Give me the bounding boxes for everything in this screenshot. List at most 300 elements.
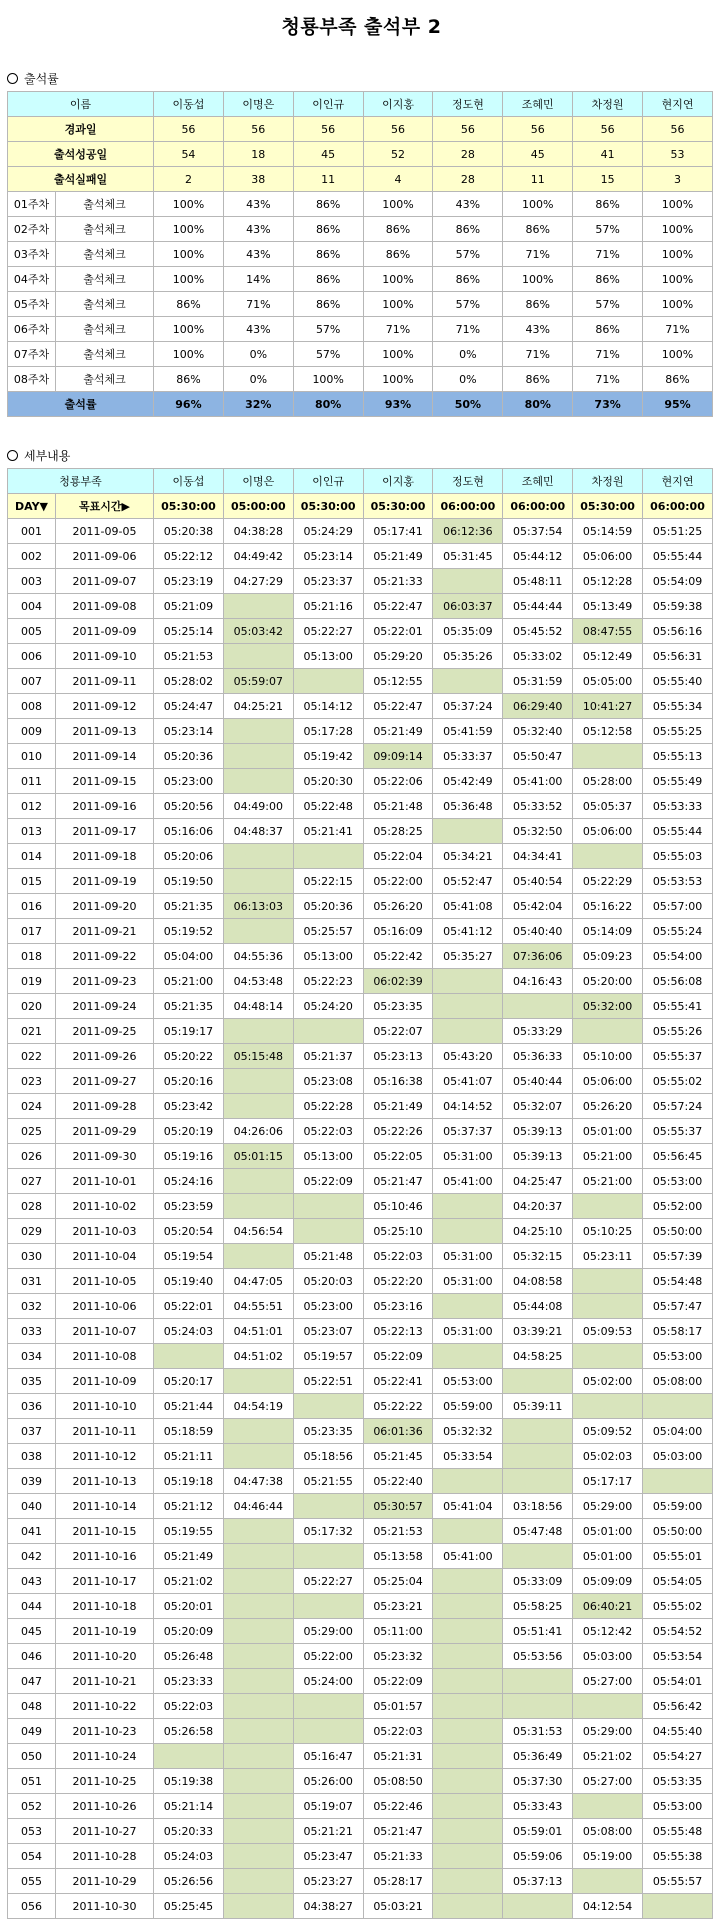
check-in-time-cell: 05:12:28	[573, 569, 643, 594]
check-in-time-cell: 05:51:25	[643, 519, 713, 544]
week-rate-cell: 71%	[433, 317, 503, 342]
check-in-time-cell: 05:21:49	[363, 1094, 433, 1119]
missed-time-cell	[643, 1469, 713, 1494]
check-in-time-cell: 04:25:10	[503, 1219, 573, 1244]
week-rate-cell: 57%	[293, 342, 363, 367]
check-in-time-cell: 05:16:47	[293, 1744, 363, 1769]
day-number-cell: 043	[8, 1569, 56, 1594]
check-in-time-cell: 05:31:45	[433, 544, 503, 569]
check-in-time-cell: 05:09:09	[573, 1569, 643, 1594]
check-in-time-cell: 05:53:00	[643, 1794, 713, 1819]
check-in-time-cell: 05:59:00	[643, 1494, 713, 1519]
summary-value-cell: 56	[223, 117, 293, 142]
check-in-time-cell: 05:47:48	[503, 1519, 573, 1544]
check-in-time-cell: 05:55:26	[643, 1019, 713, 1044]
week-row	[8, 292, 713, 317]
day-number-cell: 022	[8, 1044, 56, 1069]
day-row	[8, 1119, 713, 1144]
check-in-time-cell: 05:53:35	[643, 1769, 713, 1794]
check-in-time-cell: 05:22:01	[363, 619, 433, 644]
date-cell: 2011-10-06	[56, 1294, 154, 1319]
day-row	[8, 1794, 713, 1819]
missed-time-cell	[433, 1894, 503, 1919]
missed-time-cell: 05:03:42	[223, 619, 293, 644]
check-in-time-cell: 04:25:47	[503, 1169, 573, 1194]
check-in-time-cell: 05:26:20	[363, 894, 433, 919]
check-in-time-cell: 04:49:00	[223, 794, 293, 819]
name-header-cell: 이름	[8, 92, 154, 117]
check-in-time-cell: 05:20:19	[154, 1119, 224, 1144]
day-number-cell: 004	[8, 594, 56, 619]
date-cell: 2011-10-12	[56, 1444, 154, 1469]
summary-value-cell: 38	[223, 167, 293, 192]
tribe-header-cell: 청룡부족	[8, 469, 154, 494]
week-rate-cell: 71%	[503, 342, 573, 367]
date-cell: 2011-09-08	[56, 594, 154, 619]
check-in-time-cell: 05:21:33	[363, 569, 433, 594]
check-in-time-cell: 05:21:48	[293, 1244, 363, 1269]
missed-time-cell	[293, 1494, 363, 1519]
day-number-cell: 029	[8, 1219, 56, 1244]
check-in-time-cell: 05:24:03	[154, 1844, 224, 1869]
date-cell: 2011-10-13	[56, 1469, 154, 1494]
week-rate-cell: 0%	[433, 342, 503, 367]
target-header-cell: 목표시간▶	[56, 494, 154, 519]
check-in-time-cell: 05:08:50	[363, 1769, 433, 1794]
check-in-time-cell: 05:50:00	[643, 1519, 713, 1544]
check-in-time-cell: 05:36:49	[503, 1744, 573, 1769]
missed-time-cell	[293, 1719, 363, 1744]
missed-time-cell	[433, 819, 503, 844]
day-number-cell: 045	[8, 1619, 56, 1644]
check-in-time-cell: 05:22:23	[293, 969, 363, 994]
missed-time-cell	[293, 1394, 363, 1419]
check-in-time-cell: 05:28:00	[573, 769, 643, 794]
week-rate-cell: 100%	[154, 317, 224, 342]
check-in-time-cell: 04:38:27	[293, 1894, 363, 1919]
check-in-time-cell: 05:55:44	[643, 544, 713, 569]
check-in-time-cell: 05:23:19	[154, 569, 224, 594]
missed-time-cell	[643, 1394, 713, 1419]
check-in-time-cell: 05:33:02	[503, 644, 573, 669]
check-in-time-cell: 05:13:00	[293, 644, 363, 669]
date-cell: 2011-10-03	[56, 1219, 154, 1244]
check-in-time-cell: 05:02:00	[573, 1369, 643, 1394]
check-in-time-cell: 05:23:21	[363, 1594, 433, 1619]
check-in-time-cell: 05:21:00	[573, 1144, 643, 1169]
check-in-time-cell: 05:55:44	[643, 819, 713, 844]
check-in-time-cell: 05:04:00	[154, 944, 224, 969]
check-in-time-cell: 05:01:00	[573, 1519, 643, 1544]
check-in-time-cell: 05:55:03	[643, 844, 713, 869]
check-in-time-cell: 05:19:07	[293, 1794, 363, 1819]
check-in-time-cell: 05:22:09	[363, 1344, 433, 1369]
check-in-time-cell: 05:13:58	[363, 1544, 433, 1569]
summary-label-cell: 경과일	[8, 117, 154, 142]
check-in-time-cell: 05:41:07	[433, 1069, 503, 1094]
date-cell: 2011-10-25	[56, 1769, 154, 1794]
week-rate-cell: 71%	[573, 242, 643, 267]
attendance-rate-table	[7, 91, 713, 417]
missed-time-cell	[293, 1194, 363, 1219]
person-name-cell: 이인규	[293, 469, 363, 494]
day-row	[8, 594, 713, 619]
missed-time-cell: 06:02:39	[363, 969, 433, 994]
missed-time-cell	[433, 1019, 503, 1044]
day-number-cell: 055	[8, 1869, 56, 1894]
check-in-time-cell: 05:20:06	[154, 844, 224, 869]
check-in-time-cell: 05:21:09	[154, 594, 224, 619]
check-in-time-cell: 05:19:52	[154, 919, 224, 944]
check-in-time-cell: 05:44:44	[503, 594, 573, 619]
check-in-time-cell: 05:17:17	[573, 1469, 643, 1494]
date-cell: 2011-10-17	[56, 1569, 154, 1594]
week-rate-cell: 57%	[293, 317, 363, 342]
day-row	[8, 744, 713, 769]
check-in-time-cell: 05:27:00	[573, 1669, 643, 1694]
summary-value-cell: 11	[503, 167, 573, 192]
missed-time-cell	[573, 844, 643, 869]
section-label: 세부내용	[24, 449, 71, 463]
check-in-time-cell: 05:22:00	[363, 869, 433, 894]
check-in-time-cell: 04:55:40	[643, 1719, 713, 1744]
check-in-time-cell: 04:34:41	[503, 844, 573, 869]
week-rate-cell: 71%	[223, 292, 293, 317]
day-row	[8, 1419, 713, 1444]
week-rate-cell: 100%	[154, 242, 224, 267]
date-cell: 2011-10-26	[56, 1794, 154, 1819]
check-in-time-cell: 05:23:35	[363, 994, 433, 1019]
check-in-time-cell: 05:22:51	[293, 1369, 363, 1394]
detail-name-header-row	[8, 469, 713, 494]
check-in-time-cell: 05:56:08	[643, 969, 713, 994]
day-row	[8, 1619, 713, 1644]
check-in-time-cell: 05:20:36	[293, 894, 363, 919]
week-label-cell: 01주차	[8, 192, 56, 217]
missed-time-cell	[223, 1019, 293, 1044]
missed-time-cell: 05:15:48	[223, 1044, 293, 1069]
date-cell: 2011-10-29	[56, 1869, 154, 1894]
day-number-cell: 023	[8, 1069, 56, 1094]
week-rate-cell: 86%	[503, 367, 573, 392]
page-title: 청룡부족 출석부 2	[281, 16, 442, 38]
rate-value-cell: 93%	[363, 392, 433, 417]
check-in-time-cell: 05:22:00	[293, 1644, 363, 1669]
check-in-time-cell: 05:41:00	[433, 1544, 503, 1569]
check-in-time-cell: 05:21:12	[154, 1494, 224, 1519]
week-rate-cell: 71%	[363, 317, 433, 342]
check-in-time-cell: 05:06:00	[573, 819, 643, 844]
check-in-time-cell: 05:43:20	[433, 1044, 503, 1069]
check-in-time-cell: 05:18:56	[293, 1444, 363, 1469]
check-in-time-cell: 05:22:09	[293, 1169, 363, 1194]
check-in-time-cell: 05:22:22	[363, 1394, 433, 1419]
check-in-time-cell: 05:19:00	[573, 1844, 643, 1869]
date-cell: 2011-10-22	[56, 1694, 154, 1719]
week-rate-cell: 86%	[433, 267, 503, 292]
summary-value-cell: 56	[293, 117, 363, 142]
day-row	[8, 1644, 713, 1669]
check-in-time-cell: 05:55:40	[643, 669, 713, 694]
check-in-time-cell: 04:54:19	[223, 1394, 293, 1419]
day-row	[8, 1719, 713, 1744]
week-rate-cell: 86%	[293, 267, 363, 292]
check-in-time-cell: 05:21:35	[154, 894, 224, 919]
missed-time-cell	[293, 1544, 363, 1569]
check-in-time-cell: 05:56:45	[643, 1144, 713, 1169]
check-in-time-cell: 05:31:00	[433, 1319, 503, 1344]
check-in-time-cell: 05:05:00	[573, 669, 643, 694]
week-rate-cell: 86%	[363, 217, 433, 242]
check-in-time-cell: 05:23:16	[363, 1294, 433, 1319]
date-cell: 2011-10-16	[56, 1544, 154, 1569]
day-number-cell: 052	[8, 1794, 56, 1819]
missed-time-cell: 05:01:15	[223, 1144, 293, 1169]
date-cell: 2011-10-10	[56, 1394, 154, 1419]
target-time-cell: 05:30:00	[293, 494, 363, 519]
check-in-time-cell: 05:55:13	[643, 744, 713, 769]
check-in-time-cell: 05:20:01	[154, 1594, 224, 1619]
missed-time-cell: 06:40:21	[573, 1594, 643, 1619]
check-in-time-cell: 05:22:42	[363, 944, 433, 969]
check-in-time-cell: 05:59:00	[433, 1394, 503, 1419]
rate-value-cell: 32%	[223, 392, 293, 417]
week-label-cell: 05주차	[8, 292, 56, 317]
check-in-time-cell: 05:35:09	[433, 619, 503, 644]
check-in-time-cell: 04:51:02	[223, 1344, 293, 1369]
week-rate-cell: 14%	[223, 267, 293, 292]
check-in-time-cell: 05:20:33	[154, 1819, 224, 1844]
person-name-cell: 이명은	[223, 92, 293, 117]
check-in-time-cell: 05:19:38	[154, 1769, 224, 1794]
day-row	[8, 1494, 713, 1519]
check-in-time-cell: 05:32:40	[503, 719, 573, 744]
detail-table	[7, 468, 713, 1919]
check-in-time-cell: 05:29:00	[573, 1494, 643, 1519]
week-rate-cell: 100%	[363, 342, 433, 367]
summary-success-row	[8, 142, 713, 167]
day-row	[8, 1344, 713, 1369]
missed-time-cell: 10:41:27	[573, 694, 643, 719]
day-number-cell: 001	[8, 519, 56, 544]
check-in-time-cell: 05:29:00	[573, 1719, 643, 1744]
rate-value-cell: 50%	[433, 392, 503, 417]
check-in-time-cell: 05:04:00	[643, 1419, 713, 1444]
check-in-time-cell: 05:12:55	[363, 669, 433, 694]
week-rate-cell: 86%	[643, 367, 713, 392]
missed-time-cell	[223, 1769, 293, 1794]
check-in-time-cell: 05:53:53	[643, 869, 713, 894]
day-row	[8, 719, 713, 744]
missed-time-cell	[433, 1219, 503, 1244]
check-in-time-cell: 05:03:00	[643, 1444, 713, 1469]
check-in-time-cell: 05:10:00	[573, 1044, 643, 1069]
missed-time-cell	[433, 1669, 503, 1694]
missed-time-cell: 05:32:00	[573, 994, 643, 1019]
check-in-time-cell: 05:33:54	[433, 1444, 503, 1469]
week-row	[8, 342, 713, 367]
date-cell: 2011-09-21	[56, 919, 154, 944]
summary-value-cell: 52	[363, 142, 433, 167]
check-in-time-cell: 05:19:17	[154, 1019, 224, 1044]
check-in-time-cell: 05:12:49	[573, 644, 643, 669]
day-number-cell: 013	[8, 819, 56, 844]
check-in-time-cell: 04:58:25	[503, 1344, 573, 1369]
day-row	[8, 1569, 713, 1594]
check-in-time-cell: 05:22:27	[293, 619, 363, 644]
day-row	[8, 1594, 713, 1619]
day-number-cell: 010	[8, 744, 56, 769]
missed-time-cell	[503, 1444, 573, 1469]
week-rate-cell: 100%	[363, 367, 433, 392]
rate-value-cell: 73%	[573, 392, 643, 417]
day-row	[8, 644, 713, 669]
missed-time-cell	[503, 1469, 573, 1494]
check-in-time-cell: 05:13:49	[573, 594, 643, 619]
day-number-cell: 044	[8, 1594, 56, 1619]
check-in-time-cell: 05:21:53	[363, 1519, 433, 1544]
missed-time-cell: 06:13:03	[223, 894, 293, 919]
week-rate-cell: 71%	[643, 317, 713, 342]
date-cell: 2011-10-23	[56, 1719, 154, 1744]
day-row	[8, 1544, 713, 1569]
week-rate-cell: 43%	[503, 317, 573, 342]
day-number-cell: 014	[8, 844, 56, 869]
check-in-time-cell: 05:33:52	[503, 794, 573, 819]
check-in-time-cell: 05:41:04	[433, 1494, 503, 1519]
week-rate-cell: 100%	[643, 217, 713, 242]
day-number-cell: 002	[8, 544, 56, 569]
day-number-cell: 026	[8, 1144, 56, 1169]
week-rate-cell: 43%	[223, 242, 293, 267]
check-in-time-cell: 05:14:12	[293, 694, 363, 719]
target-time-cell: 06:00:00	[433, 494, 503, 519]
target-time-row	[8, 494, 713, 519]
check-in-time-cell: 05:42:04	[503, 894, 573, 919]
target-time-cell: 05:00:00	[223, 494, 293, 519]
check-in-time-cell: 05:22:03	[363, 1719, 433, 1744]
check-in-time-cell: 05:19:18	[154, 1469, 224, 1494]
check-in-time-cell: 05:08:00	[643, 1369, 713, 1394]
week-label-cell: 08주차	[8, 367, 56, 392]
check-in-time-cell: 05:22:26	[363, 1119, 433, 1144]
check-in-time-cell: 04:16:43	[503, 969, 573, 994]
day-row	[8, 1769, 713, 1794]
check-in-time-cell: 05:52:47	[433, 869, 503, 894]
summary-label-cell: 출석실패일	[8, 167, 154, 192]
day-row	[8, 769, 713, 794]
missed-time-cell	[293, 1694, 363, 1719]
day-number-cell: 032	[8, 1294, 56, 1319]
missed-time-cell	[223, 1069, 293, 1094]
check-in-time-cell: 05:21:16	[293, 594, 363, 619]
missed-time-cell	[223, 869, 293, 894]
missed-time-cell	[433, 1744, 503, 1769]
check-in-time-cell: 05:26:00	[293, 1769, 363, 1794]
check-in-time-cell: 05:52:00	[643, 1194, 713, 1219]
missed-time-cell	[573, 1394, 643, 1419]
date-cell: 2011-09-11	[56, 669, 154, 694]
missed-time-cell	[223, 1669, 293, 1694]
day-number-cell: 025	[8, 1119, 56, 1144]
missed-time-cell	[223, 1619, 293, 1644]
date-cell: 2011-09-20	[56, 894, 154, 919]
missed-time-cell	[573, 1694, 643, 1719]
check-in-time-cell: 05:22:04	[363, 844, 433, 869]
check-in-time-cell: 05:54:27	[643, 1744, 713, 1769]
missed-time-cell	[573, 1869, 643, 1894]
check-in-time-cell: 05:24:20	[293, 994, 363, 1019]
check-in-time-cell: 05:12:58	[573, 719, 643, 744]
week-rate-cell: 86%	[363, 242, 433, 267]
check-in-time-cell: 05:13:00	[293, 944, 363, 969]
week-rate-cell: 43%	[223, 192, 293, 217]
missed-time-cell	[573, 1194, 643, 1219]
day-number-cell: 037	[8, 1419, 56, 1444]
summary-value-cell: 28	[433, 167, 503, 192]
check-in-time-cell: 05:21:00	[154, 969, 224, 994]
check-in-time-cell: 05:19:16	[154, 1144, 224, 1169]
check-in-time-cell: 05:55:34	[643, 694, 713, 719]
check-in-time-cell: 05:33:43	[503, 1794, 573, 1819]
day-row	[8, 944, 713, 969]
date-cell: 2011-10-15	[56, 1519, 154, 1544]
week-rate-cell: 100%	[154, 267, 224, 292]
check-in-time-cell: 05:19:54	[154, 1244, 224, 1269]
date-cell: 2011-10-11	[56, 1419, 154, 1444]
check-in-time-cell: 05:20:30	[293, 769, 363, 794]
day-number-cell: 036	[8, 1394, 56, 1419]
day-row	[8, 1894, 713, 1919]
date-cell: 2011-09-17	[56, 819, 154, 844]
missed-time-cell	[223, 1869, 293, 1894]
date-cell: 2011-09-24	[56, 994, 154, 1019]
check-label-cell: 출석체크	[56, 342, 154, 367]
missed-time-cell	[223, 1694, 293, 1719]
check-in-time-cell: 05:40:40	[503, 919, 573, 944]
check-in-time-cell: 05:23:14	[154, 719, 224, 744]
check-in-time-cell: 05:51:41	[503, 1619, 573, 1644]
check-in-time-cell: 04:47:38	[223, 1469, 293, 1494]
date-cell: 2011-09-28	[56, 1094, 154, 1119]
date-cell: 2011-09-09	[56, 619, 154, 644]
check-label-cell: 출석체크	[56, 292, 154, 317]
missed-time-cell	[223, 1244, 293, 1269]
week-rate-cell: 100%	[643, 292, 713, 317]
check-in-time-cell: 05:54:52	[643, 1619, 713, 1644]
missed-time-cell	[223, 644, 293, 669]
summary-value-cell: 28	[433, 142, 503, 167]
missed-time-cell	[293, 669, 363, 694]
missed-time-cell	[503, 1694, 573, 1719]
day-row	[8, 1519, 713, 1544]
day-row	[8, 1369, 713, 1394]
missed-time-cell	[433, 1594, 503, 1619]
check-in-time-cell: 04:56:54	[223, 1219, 293, 1244]
check-in-time-cell: 05:21:00	[573, 1169, 643, 1194]
check-in-time-cell: 05:21:02	[154, 1569, 224, 1594]
check-in-time-cell: 05:56:31	[643, 644, 713, 669]
missed-time-cell: 08:47:55	[573, 619, 643, 644]
date-cell: 2011-09-23	[56, 969, 154, 994]
missed-time-cell	[223, 1544, 293, 1569]
check-in-time-cell: 05:55:02	[643, 1069, 713, 1094]
check-in-time-cell: 05:14:09	[573, 919, 643, 944]
check-in-time-cell: 05:50:00	[643, 1219, 713, 1244]
check-in-time-cell: 04:53:48	[223, 969, 293, 994]
missed-time-cell: 05:59:07	[223, 669, 293, 694]
day-row	[8, 1069, 713, 1094]
